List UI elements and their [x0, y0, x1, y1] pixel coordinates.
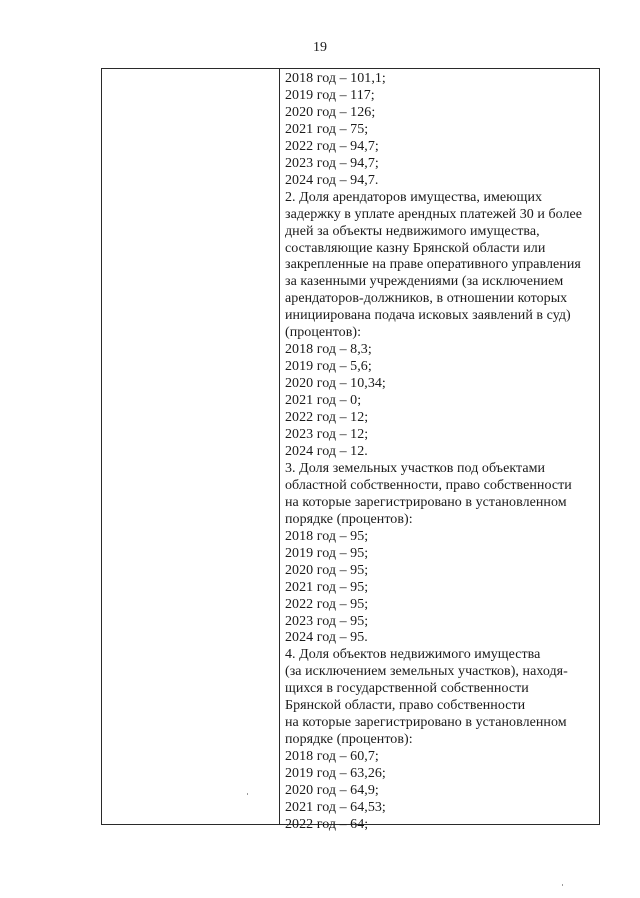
text-line: 2022 год – 95;	[285, 596, 369, 612]
text-line: 2022 год – 64;	[285, 816, 369, 832]
text-line: 2019 год – 117;	[285, 87, 375, 103]
text-line: (за исключением земельных участков), находя-	[285, 664, 568, 680]
text-line: за казенными учреждениями (за исключением	[285, 274, 564, 290]
page-number: 19	[313, 40, 327, 55]
text-line: задержку в уплате арендных платежей 30 и более	[285, 206, 583, 222]
text-line: 2024 год – 95.	[285, 630, 368, 646]
text-line: 2018 год – 60,7;	[285, 749, 379, 765]
text-line: порядке (процентов):	[285, 511, 413, 527]
text-line: 2024 год – 12.	[285, 443, 368, 459]
text-line: дней за объекты недвижимого имущества,	[285, 223, 540, 239]
text-line: 2018 год – 95;	[285, 528, 369, 544]
text-line: Брянской области, право собственности	[285, 698, 526, 714]
text-line: 2022 год – 12;	[285, 410, 369, 426]
text-line: 3. Доля земельных участков под объектами	[285, 460, 546, 476]
text-line: арендаторов-должников, в отношении которых	[285, 291, 568, 307]
text-line: 2024 год – 94,7.	[285, 172, 379, 188]
table-right-cell	[280, 69, 599, 832]
text-line: составляющие казну Брянской области или	[285, 240, 546, 256]
text-line: 2020 год – 126;	[285, 104, 376, 120]
text-line: 2018 год – 101,1;	[285, 71, 386, 86]
text-line: 2. Доля арендаторов имущества, имеющих	[285, 189, 543, 205]
text-line: закрепленные на праве оперативного управления	[285, 257, 581, 273]
table-left-cell	[102, 69, 280, 824]
document-table	[101, 68, 600, 832]
text-line: на которые зарегистрировано в установленном	[285, 494, 567, 510]
scan-speck	[247, 793, 248, 795]
text-line: 2020 год – 64,9;	[285, 783, 379, 799]
text-line: 2019 год – 95;	[285, 545, 369, 561]
text-line: 2021 год – 64,53;	[285, 799, 386, 815]
text-line: 2019 год – 63,26;	[285, 766, 386, 782]
text-line: на которые зарегистрировано в установленном	[285, 715, 567, 731]
text-line: 4. Доля объектов недвижимого имущества	[285, 647, 541, 663]
text-line: щихся в государственной собственности	[285, 681, 529, 697]
text-line: 2021 год – 95;	[285, 579, 369, 595]
text-line: инициирована подача исковых заявлений в суд)	[285, 308, 571, 324]
text-line: 2022 год – 94,7;	[285, 138, 379, 154]
text-line: (процентов):	[285, 325, 362, 341]
text-line: 2020 год – 95;	[285, 562, 369, 578]
text-line: 2019 год – 5,6;	[285, 359, 372, 375]
text-line: 2018 год – 8,3;	[285, 342, 372, 358]
text-line: 2023 год – 95;	[285, 613, 369, 629]
text-line: 2021 год – 75;	[285, 121, 369, 137]
text-line: областной собственности, право собственности	[285, 477, 572, 493]
text-line: порядке (процентов):	[285, 732, 413, 748]
text-line: 2020 год – 10,34;	[285, 376, 386, 392]
text-line: 2023 год – 94,7;	[285, 155, 379, 171]
text-line: 2021 год – 0;	[285, 393, 362, 409]
scan-speck	[562, 884, 563, 886]
text-line: 2023 год – 12;	[285, 427, 369, 443]
